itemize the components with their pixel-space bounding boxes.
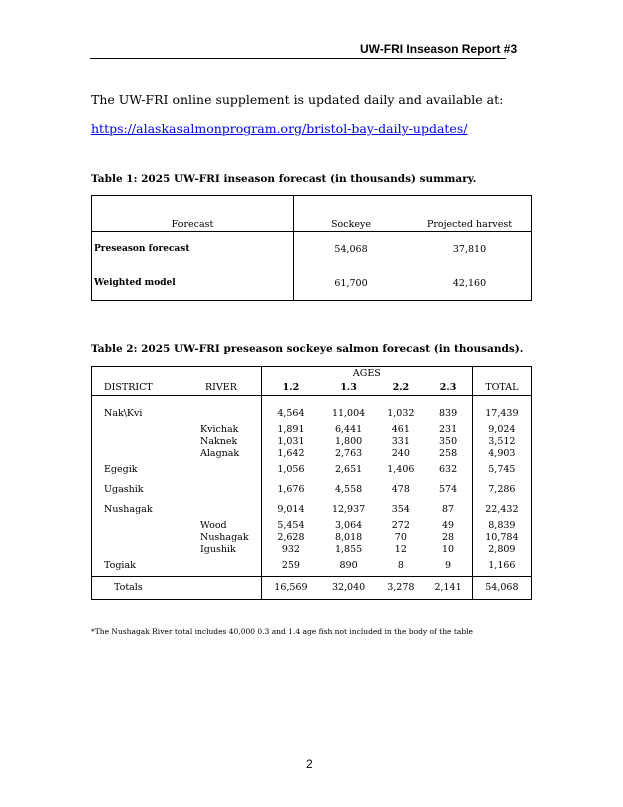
cell-age-2-3: 574: [438, 484, 458, 495]
cell-total: 2,809: [472, 544, 531, 556]
totals-row: [92, 577, 532, 600]
row-harvest: 42,160: [452, 277, 487, 289]
cell-river: Nushagak: [200, 532, 249, 543]
cell-total: 10,784: [472, 532, 531, 544]
header-age-2-2: 2.2: [377, 381, 424, 396]
cell-total: 4,903: [472, 448, 531, 460]
forecast-summary-table: [91, 195, 532, 301]
cell-river: Kvichak: [200, 424, 239, 435]
cell-age-2-2: 478: [391, 484, 410, 495]
cell-river: Wood: [200, 520, 227, 531]
totals-age-2-3: 2,141: [424, 577, 472, 600]
cell-age-1-3: 1,800: [334, 436, 363, 447]
header-district: DISTRICT: [92, 381, 201, 396]
cell-age-2-2: 354: [391, 504, 410, 515]
cell-age-1-3: 2,651: [334, 464, 363, 475]
cell-total: 3,512: [472, 436, 531, 448]
header-total: TOTAL: [472, 381, 531, 396]
cell-age-2-2: 331: [391, 436, 410, 447]
cell-total: 9,024: [472, 424, 531, 436]
cell-age-1-2: 1,891: [262, 424, 320, 436]
cell-age-1-2: 9,014: [262, 500, 320, 520]
cell-district: Togiak: [104, 560, 136, 571]
cell-age-1-3: 8,018: [334, 532, 363, 543]
cell-age-1-3: 890: [339, 560, 358, 571]
cell-age-2-2: 272: [391, 520, 410, 531]
cell-age-1-3: 3,064: [334, 520, 363, 531]
cell-age-1-2: 1,642: [262, 448, 320, 460]
report-header-title: UW-FRI Inseason Report #3: [360, 42, 518, 56]
intro-text: The UW-FRI online supplement is updated daily and available at:: [91, 92, 504, 107]
cell-total: 8,839: [472, 520, 531, 532]
cell-age-2-3: 839: [438, 408, 458, 419]
spacer-row: [92, 396, 532, 405]
table-row: [92, 404, 532, 424]
header-projected-harvest: Projected harvest: [408, 196, 532, 232]
cell-age-1-3: 4,558: [334, 484, 363, 495]
header-age-1-3: 1.3: [320, 381, 377, 396]
header-divider: [90, 58, 506, 59]
cell-total: 17,439: [472, 404, 531, 424]
cell-age-1-2: 2,628: [262, 532, 320, 544]
table-row: [92, 544, 532, 556]
table-row: [92, 232, 532, 267]
cell-district: Ugashik: [104, 484, 144, 495]
cell-age-2-2: 8: [397, 560, 404, 571]
cell-age-2-3: 632: [438, 464, 458, 475]
cell-age-1-2: 932: [262, 544, 320, 556]
totals-label: Totals: [92, 577, 201, 600]
row-sockeye: 61,700: [334, 277, 368, 289]
cell-age-2-3: 49: [442, 520, 455, 531]
table1-caption: Table 1: 2025 UW-FRI inseason forecast (in thousands) summary.: [91, 173, 477, 185]
table-row: [92, 424, 532, 436]
column-header-row: [92, 381, 532, 396]
table-row: [92, 460, 532, 480]
cell-age-2-3: 9: [445, 560, 452, 571]
cell-district: [92, 436, 201, 448]
table-row: [92, 500, 532, 520]
table-row: [92, 532, 532, 544]
cell-district: Nak\Kvi: [104, 408, 143, 419]
table2-body: [92, 396, 532, 577]
totals-total: 54,068: [472, 577, 531, 600]
cell-total: 1,166: [472, 556, 531, 577]
cell-district: [92, 544, 201, 556]
cell-age-1-2: 1,676: [262, 480, 320, 500]
cell-district: [92, 424, 201, 436]
cell-river: [200, 404, 262, 424]
cell-age-2-3: 258: [438, 448, 458, 459]
table-row: [92, 556, 532, 577]
header-age-1-2: 1.2: [262, 381, 320, 396]
header-forecast: Forecast: [92, 196, 294, 232]
ages-header-row: [92, 367, 532, 382]
ages-label: AGES: [262, 367, 473, 382]
cell-age-1-3: 1,855: [334, 544, 363, 555]
totals-age-1-2: 16,569: [262, 577, 320, 600]
cell-river: [200, 500, 262, 520]
table-row: [92, 480, 532, 500]
cell-age-2-3: 87: [442, 504, 455, 515]
cell-age-1-3: 2,763: [334, 448, 363, 459]
cell-river: Alagnak: [200, 448, 240, 459]
cell-district: Egegik: [104, 464, 138, 475]
cell-river: Igushik: [200, 544, 236, 555]
header-river: RIVER: [200, 381, 262, 396]
cell-river: [200, 556, 262, 577]
header-age-2-3: 2.3: [424, 381, 472, 396]
cell-age-2-3: 10: [442, 544, 455, 555]
cell-river: Naknek: [200, 436, 238, 447]
cell-age-1-3: 11,004: [331, 408, 366, 419]
cell-age-1-2: 4,564: [262, 404, 320, 424]
cell-age-1-2: 1,031: [262, 436, 320, 448]
totals-age-2-2: 3,278: [377, 577, 424, 600]
row-label: Weighted model: [92, 266, 294, 301]
supplement-link[interactable]: https://alaskasalmonprogram.org/bristol-bay-daily-updates/: [91, 121, 468, 136]
cell-age-2-3: 350: [438, 436, 458, 447]
cell-age-2-2: 1,406: [387, 464, 415, 475]
cell-age-2-2: 12: [394, 544, 407, 555]
cell-total: 7,286: [472, 480, 531, 500]
table2-caption: Table 2: 2025 UW-FRI preseason sockeye salmon forecast (in thousands).: [91, 343, 524, 355]
cell-age-1-3: 6,441: [334, 424, 363, 435]
row-label: Preseason forecast: [92, 232, 294, 267]
cell-age-1-2: 5,454: [262, 520, 320, 532]
cell-age-2-2: 461: [391, 424, 410, 435]
cell-river: [200, 460, 262, 480]
table-row: [92, 436, 532, 448]
cell-age-2-2: 1,032: [387, 408, 415, 419]
cell-age-1-2: 259: [262, 556, 320, 577]
page-number: 2: [306, 757, 313, 771]
cell-total: 5,745: [472, 460, 531, 480]
cell-district: [92, 532, 201, 544]
cell-district: [92, 520, 201, 532]
row-harvest: 37,810: [452, 243, 487, 255]
cell-age-2-2: 70: [394, 532, 407, 543]
preseason-forecast-table: [91, 366, 532, 600]
cell-total: 22,432: [472, 500, 531, 520]
cell-age-1-3: 12,937: [331, 504, 366, 515]
table-row: [92, 520, 532, 532]
table2-footnote: *The Nushagak River total includes 40,000 0.3 and 1.4 age fish not included in the body of the table: [91, 627, 473, 636]
table-header-row: [92, 196, 532, 232]
totals-age-1-3: 32,040: [320, 577, 377, 600]
table-row: [92, 448, 532, 460]
cell-age-2-2: 240: [391, 448, 410, 459]
table-row: [92, 266, 532, 301]
cell-district: Nushagak: [104, 504, 153, 515]
header-sockeye: Sockeye: [294, 196, 409, 232]
cell-river: [200, 480, 262, 500]
cell-age-2-3: 28: [442, 532, 455, 543]
cell-age-2-3: 231: [438, 424, 458, 435]
row-sockeye: 54,068: [334, 243, 368, 255]
cell-district: [92, 448, 201, 460]
cell-age-1-2: 1,056: [262, 460, 320, 480]
